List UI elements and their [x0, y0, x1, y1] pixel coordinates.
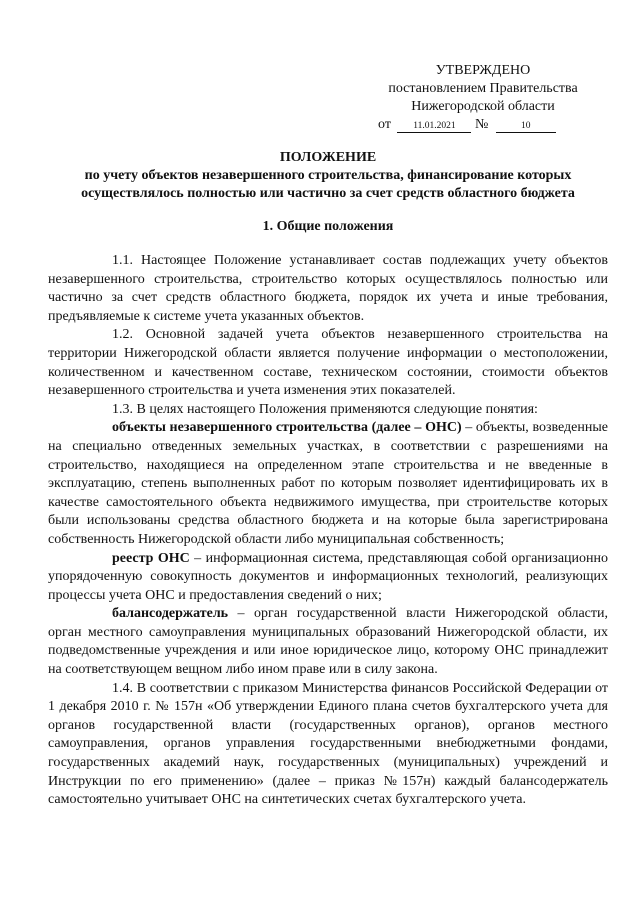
approval-decree-line: постановлением Правительства [388, 81, 578, 96]
section-heading-general: 1. Общие положения [262, 219, 394, 234]
approval-stamp [358, 62, 608, 134]
decree-number: 10 [496, 120, 556, 133]
paragraph-1-2: 1.2. Основной задачей учета объектов незавершенного строительства на территории Нижегородской области является получение информации о местоположении, количественном и качественном составе, техническом состоянии, стоимости объектов незавершенного строительства и учета изменения этих показателей. [48, 327, 608, 399]
paragraph-1-1: 1.1. Настоящее Положение устанавливает состав подлежащих учету объектов незавершенного строительства, строительство которых осуществлялось полностью или частично за счет средств областного бюджета, порядок их учета и иные требования, предъявляемые к системе учета указанных объектов. [48, 253, 608, 324]
definition-holder-text: – орган государственной власти Нижегородской области, орган местного самоуправления муниципальных образований Нижегородской области, их подведомственные учреждения и или иное юридическое лицо, которому ОНС принадлежит на соответствующем вещном либо ином праве или в силу закона. [48, 606, 608, 678]
paragraph-1-4: 1.4. В соответствии с приказом Министерства финансов Российской Федерации от 1 декабря 2010 г. № 157н «Об утверждении Единого плана счетов бухгалтерского учета для органов государственной власти (государственных органов), органов местного самоуправления, органов управления государственными внебюджетными фондами, государственных академий наук, государственных (муниципальных) учреждений и Инструкции по его применению» (далее – приказ №157н) каждый балансодержатель самостоятельно учитывает ОНС на синтетических счетах бухгалтерского учета. [48, 680, 608, 808]
number-sign: № [474, 117, 489, 132]
term-registry: реестр ОНС [112, 550, 190, 566]
term-ons: объекты незавершенного строительства (далее – ОНС) [112, 420, 462, 436]
approval-date-line [358, 116, 608, 134]
definition-registry [48, 550, 608, 606]
decree-date: 11.01.2021 [397, 120, 471, 133]
definition-registry-text: – информационная система, представляющая собой организационно упорядоченную совокупность документов и информационных технологий, реализующих процессы учета ОНС и предоставления сведений о них; [48, 550, 609, 603]
section-body [48, 252, 608, 810]
document-title-line-3: осуществлялось полностью или частично за счет средств областного бюджета [81, 186, 575, 201]
definition-ons [48, 419, 608, 549]
document-title-main: ПОЛОЖЕНИЕ [279, 150, 377, 165]
definition-holder [48, 605, 608, 679]
paragraph-1-3: 1.3. В целях настоящего Положения применяются следующие понятия: [112, 401, 538, 417]
document-title-line-2: по учету объектов незавершенного строительства, финансирование которых [84, 168, 572, 183]
document-title [48, 149, 608, 203]
definition-ons-text: – объекты, возведенные на специально отведенных земельных участках, в соответствии с разрешениями на строительство, находящиеся на определенном этапе строительства и не введенные в эксплуатацию, степень выполненных работ по которым позволяет идентифицировать их в качестве самостоятельного объекта недвижимого имущества, при строительстве которых были использованы средства областного бюджета и на которые была зарегистрирована собственность Нижегородской области либо муниципальная собственность; [48, 420, 608, 547]
date-prefix: от [378, 117, 391, 132]
approval-heading: УТВЕРЖДЕНО [435, 63, 531, 78]
term-holder: балансодержатель [112, 606, 229, 622]
approval-region-line: Нижегородской области [411, 99, 555, 114]
